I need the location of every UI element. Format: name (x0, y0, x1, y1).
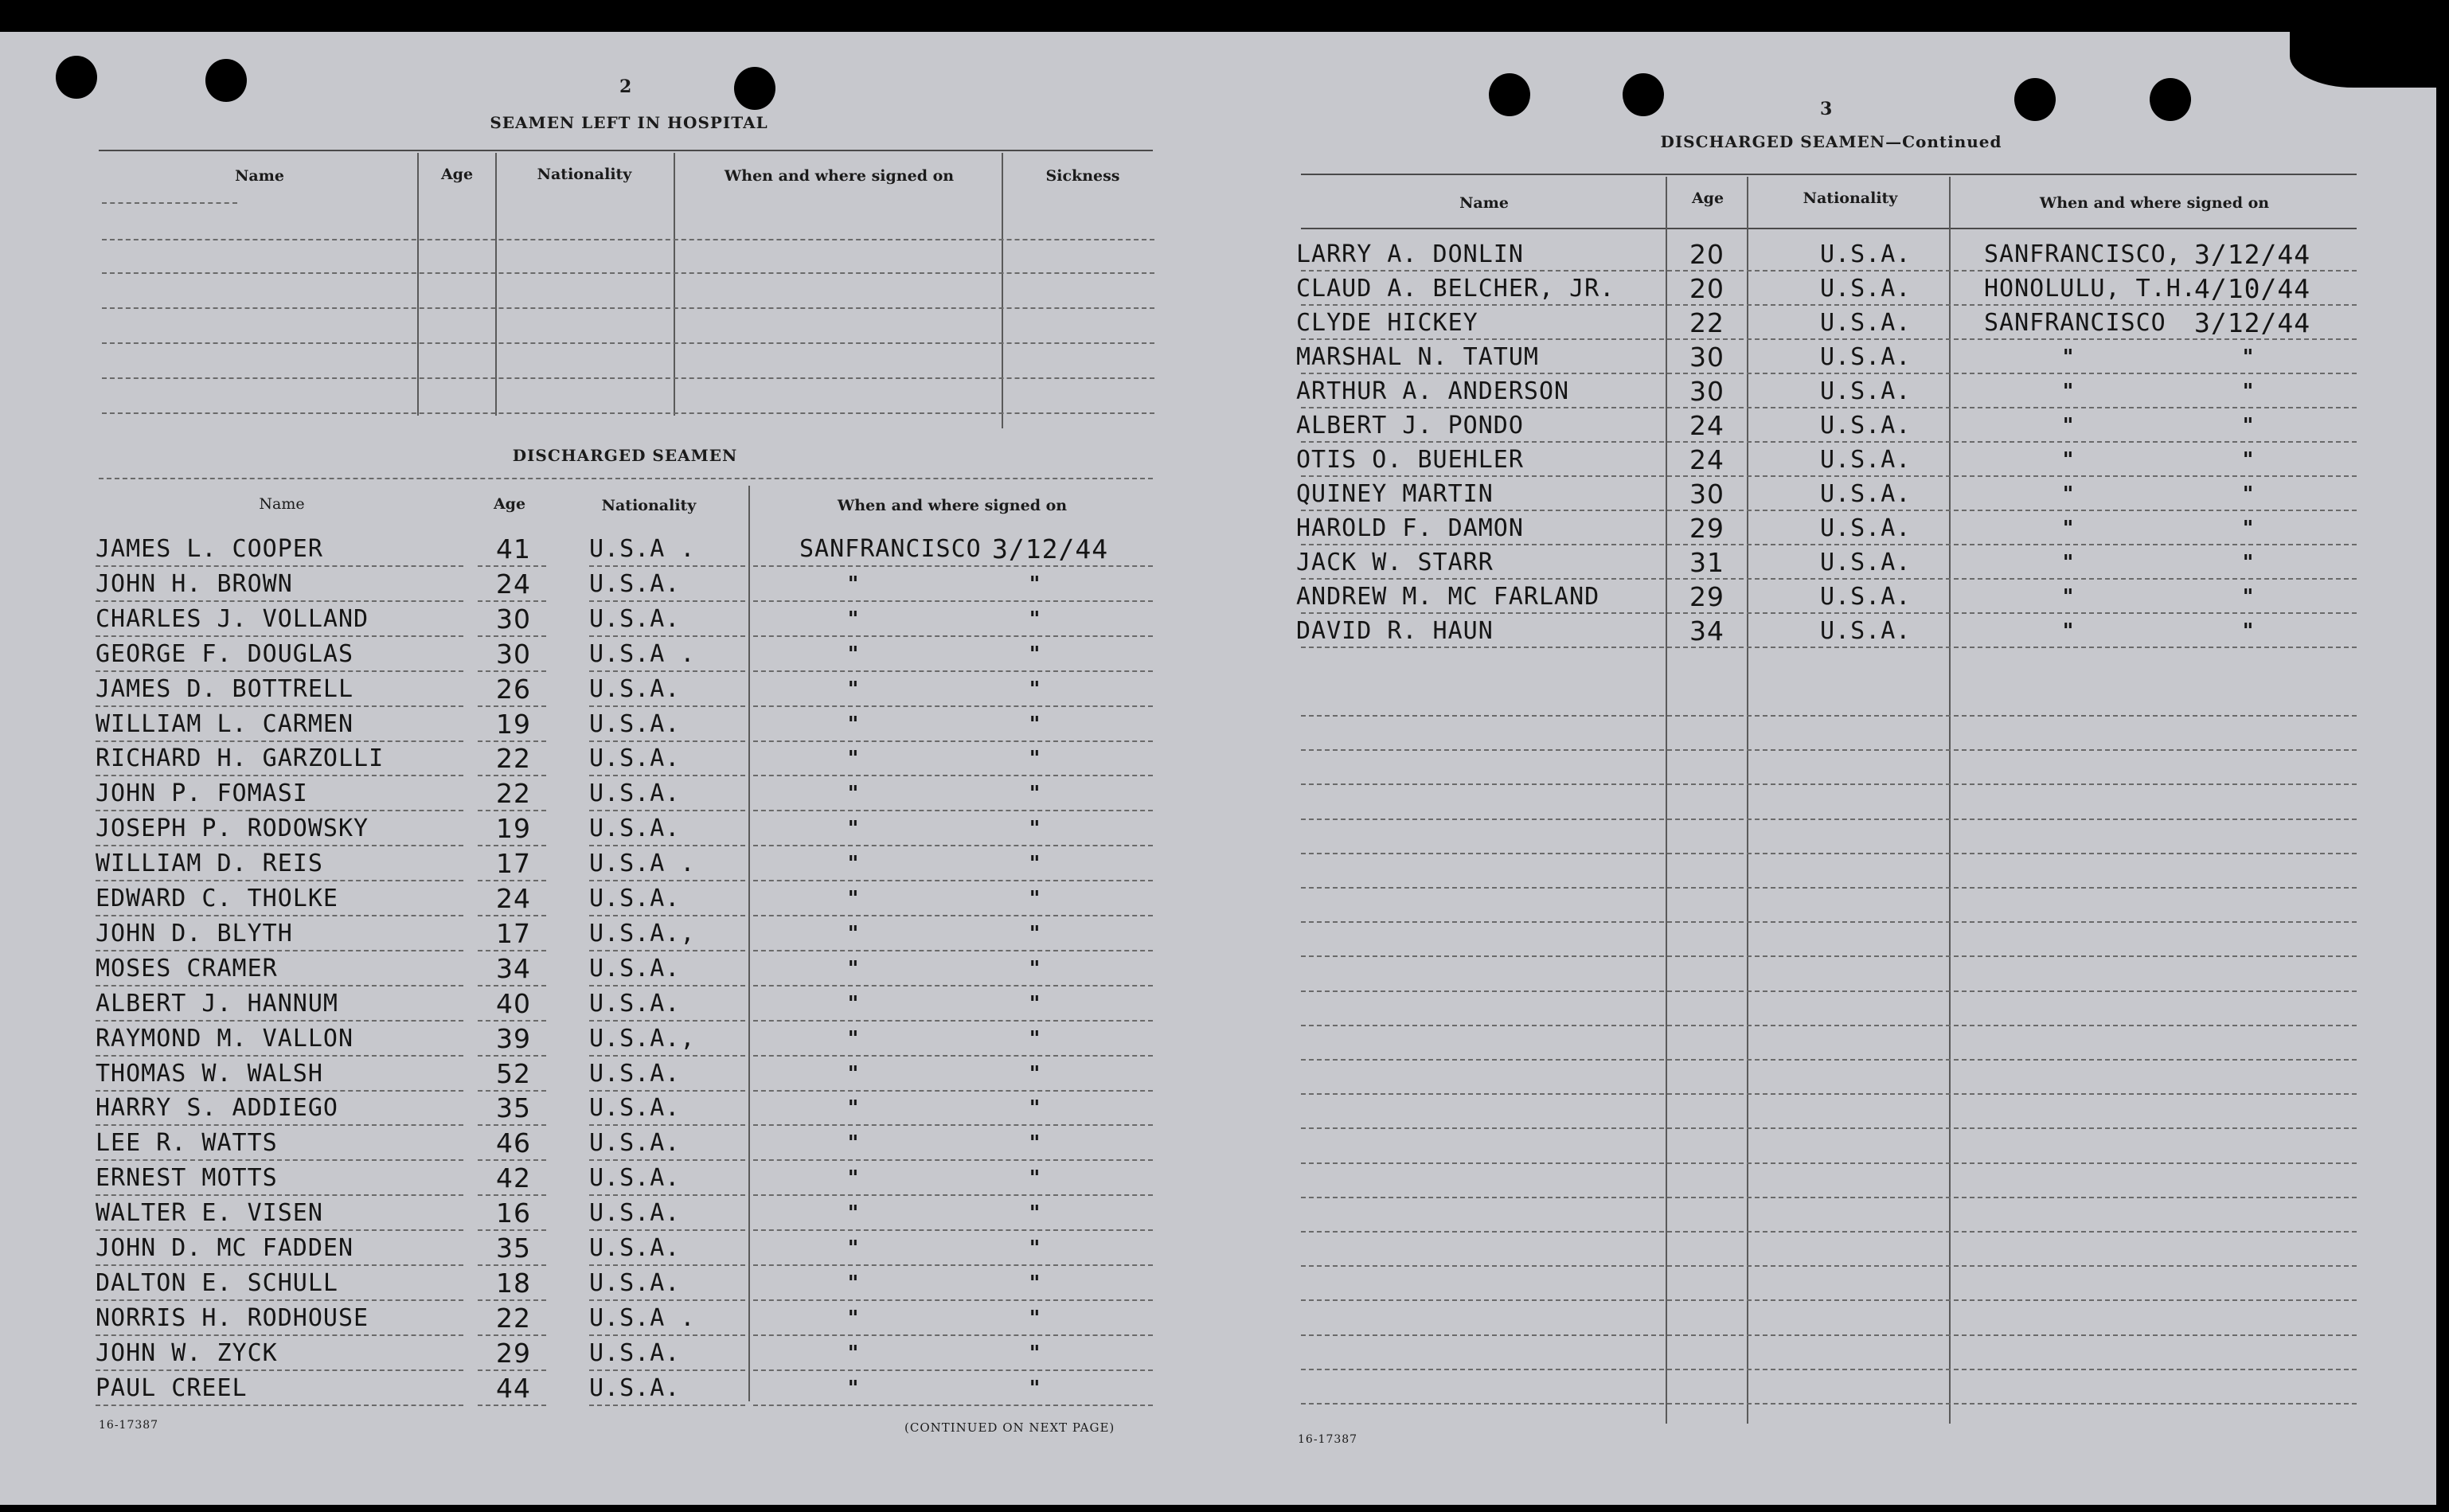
seaman-age: 46 (496, 1127, 531, 1159)
form-number: 16-17387 (1298, 1433, 1358, 1446)
column-header: Age (493, 495, 526, 513)
table-rule (478, 1405, 546, 1406)
seaman-age: 17 (496, 848, 531, 880)
table-rule (1301, 955, 2357, 957)
table-rule (1301, 783, 2357, 785)
column-header: Name (1459, 194, 1509, 212)
column-header: Age (440, 166, 474, 183)
table-rule (1301, 819, 2357, 820)
seaman-nationality: U.S.A. (1820, 446, 1912, 474)
ditto-mark: " (1029, 887, 1041, 911)
table-rule (99, 150, 1153, 151)
seaman-name: ERNEST MOTTS (96, 1164, 278, 1193)
ditto-mark: " (847, 747, 860, 772)
table-rule (1301, 647, 2357, 648)
table-row (0, 1196, 1162, 1231)
table-row (0, 1091, 1162, 1126)
seaman-name: LARRY A. DONLIN (1296, 240, 1524, 268)
seaman-name: JOHN P. FOMASI (96, 779, 308, 808)
ditto-mark: " (2062, 448, 2075, 472)
ditto-mark: " (1029, 747, 1041, 772)
table-rule (1301, 1162, 2357, 1164)
ditto-mark: " (2242, 414, 2255, 438)
ditto-mark: " (1029, 921, 1041, 946)
table-row (0, 1231, 1162, 1266)
seaman-nationality: U.S.A. (1820, 549, 1912, 576)
seaman-nationality: U.S.A. (1820, 583, 1912, 611)
ditto-mark: " (1029, 1341, 1041, 1365)
column-header: Sickness (1045, 167, 1120, 185)
seaman-name: ALBERT J. HANNUM (96, 989, 338, 1018)
seaman-nationality: U.S.A. (1820, 377, 1912, 405)
table-rule (1301, 1369, 2357, 1370)
seaman-name: CHARLES J. VOLLAND (96, 604, 369, 633)
ditto-mark: " (847, 1341, 860, 1365)
ditto-mark: " (847, 817, 860, 842)
table-row (0, 408, 2388, 443)
seaman-nationality: U.S.A. (589, 1373, 681, 1402)
ditto-mark: " (1029, 712, 1041, 736)
table-row (0, 1022, 1162, 1057)
page-number: 2 (619, 76, 632, 97)
table-row (0, 741, 1162, 776)
table-row (0, 443, 2388, 478)
table-row (0, 707, 1162, 742)
ditto-mark: " (847, 677, 860, 701)
ditto-mark: " (1029, 677, 1041, 701)
seaman-name: ARTHUR A. ANDERSON (1296, 377, 1570, 405)
punch-hole (2014, 78, 2056, 121)
table-row (0, 1161, 1162, 1196)
seaman-nationality: U.S.A . (589, 1303, 696, 1332)
seaman-age: 19 (496, 813, 531, 845)
table-row (0, 776, 1162, 811)
ditto-mark: " (2242, 551, 2255, 575)
ditto-mark: " (1029, 1376, 1041, 1401)
table-rule (1301, 1197, 2357, 1198)
signed-on-place: SANFRANCISCO, (1984, 240, 2181, 268)
seaman-age: 31 (1689, 547, 1724, 578)
table-row (0, 811, 1162, 846)
ditto-mark: " (2062, 414, 2075, 438)
table-row (0, 1301, 1162, 1336)
table-rule (1301, 1265, 2357, 1267)
seaman-name: WILLIAM D. REIS (96, 850, 323, 878)
seaman-nationality: U.S.A. (1820, 617, 1912, 645)
table-rule (1301, 174, 2357, 175)
ditto-mark: " (847, 642, 860, 666)
ditto-mark: " (2242, 483, 2255, 506)
seaman-age: 29 (496, 1337, 531, 1369)
column-header: Name (235, 167, 284, 185)
form-number: 16-17387 (99, 1419, 159, 1432)
ditto-mark: " (847, 782, 860, 807)
seaman-nationality: U.S.A. (589, 989, 681, 1018)
punch-hole (56, 56, 97, 99)
ditto-mark: " (847, 1237, 860, 1260)
ditto-mark: " (2062, 517, 2075, 541)
punch-hole (205, 59, 247, 102)
ditto-mark: " (2062, 585, 2075, 609)
ditto-mark: " (2242, 517, 2255, 541)
seaman-age: 22 (496, 743, 531, 775)
seaman-nationality: U.S.A. (1820, 412, 1912, 440)
seaman-age: 24 (1689, 444, 1724, 475)
ditto-mark: " (2242, 585, 2255, 609)
ditto-mark: " (1029, 572, 1041, 596)
table-row (0, 374, 2388, 409)
seaman-age: 16 (496, 1197, 531, 1229)
seaman-name: GEORGE F. DOUGLAS (96, 639, 354, 668)
seaman-age: 40 (496, 987, 531, 1019)
table-row (0, 1057, 1162, 1092)
seaman-age: 24 (496, 883, 531, 914)
seaman-name: PAUL CREEL (96, 1373, 248, 1402)
seaman-nationality: U.S.A. (589, 885, 681, 912)
punch-hole (1489, 73, 1530, 116)
ditto-mark: " (1029, 1237, 1041, 1260)
table-row (0, 987, 1162, 1022)
ditto-mark: " (1029, 642, 1041, 666)
ditto-mark: " (1029, 852, 1041, 877)
seaman-nationality: U.S.A. (589, 1338, 681, 1367)
seaman-nationality: U.S.A. (1820, 275, 1912, 303)
seaman-nationality: U.S.A. (589, 1268, 681, 1297)
table-rule (1301, 1299, 2357, 1301)
ditto-mark: " (2242, 619, 2255, 643)
seaman-age: 30 (1689, 376, 1724, 407)
ditto-mark: " (847, 712, 860, 736)
ditto-mark: " (2062, 346, 2075, 369)
table-rule (1301, 1059, 2357, 1061)
seaman-age: 34 (496, 952, 531, 984)
table-row (0, 545, 2388, 580)
ditto-mark: " (847, 1201, 860, 1226)
seaman-age: 39 (496, 1022, 531, 1054)
ditto-mark: " (1029, 817, 1041, 842)
punch-hole (734, 67, 775, 110)
ditto-mark: " (2062, 551, 2075, 575)
ditto-mark: " (847, 572, 860, 596)
seaman-nationality: U.S.A. (589, 674, 681, 703)
seaman-nationality: U.S.A . (589, 535, 696, 563)
seaman-name: NORRIS H. RODHOUSE (96, 1303, 369, 1332)
seaman-nationality: U.S.A. (1820, 343, 1912, 371)
seaman-age: 42 (496, 1162, 531, 1194)
ditto-mark: " (847, 991, 860, 1016)
seaman-name: CLYDE HICKEY (1296, 309, 1478, 337)
table-row (0, 477, 2388, 512)
seaman-age: 35 (496, 1092, 531, 1124)
seaman-name: MARSHAL N. TATUM (1296, 343, 1539, 371)
seaman-name: EDWARD C. THOLKE (96, 885, 338, 912)
table-rule (1301, 853, 2357, 854)
ditto-mark: " (1029, 1026, 1041, 1051)
page-number: 3 (1820, 99, 1833, 119)
table-rule (1301, 1025, 2357, 1026)
ditto-mark: " (1029, 1201, 1041, 1226)
column-header: Nationality (601, 497, 697, 514)
column-header: When and where signed on (724, 167, 955, 185)
table-row (0, 1266, 1162, 1301)
seaman-nationality: U.S.A. (589, 1059, 681, 1088)
seaman-nationality: U.S.A. (589, 1199, 681, 1228)
ditto-mark: " (1029, 607, 1041, 631)
seaman-name: JACK W. STARR (1296, 549, 1494, 576)
seaman-name: LEE R. WATTS (96, 1129, 278, 1158)
table-rule (1301, 749, 2357, 751)
seaman-name: JOHN D. BLYTH (96, 919, 293, 947)
signed-on-date: 3/12/44 (2194, 307, 2311, 338)
seaman-name: OTIS O. BUEHLER (1296, 446, 1524, 474)
seaman-name: JOHN D. MC FADDEN (96, 1234, 354, 1262)
seaman-name: WALTER E. VISEN (96, 1199, 323, 1228)
column-header: When and where signed on (837, 497, 1068, 514)
seaman-age: 22 (496, 778, 531, 810)
seaman-nationality: U.S.A. (589, 1164, 681, 1193)
seaman-name: HARRY S. ADDIEGO (96, 1094, 338, 1123)
seaman-name: RAYMOND M. VALLON (96, 1024, 354, 1053)
table-row (0, 272, 2388, 307)
seaman-age: 22 (1689, 307, 1724, 338)
seaman-age: 30 (1689, 479, 1724, 510)
ditto-mark: " (2242, 448, 2255, 472)
table-rule (1301, 228, 2357, 229)
seaman-nationality: U.S.A. (1820, 240, 1912, 268)
seaman-nationality: U.S.A., (589, 919, 696, 947)
seaman-name: HAROLD F. DAMON (1296, 514, 1524, 542)
ditto-mark: " (847, 1026, 860, 1051)
ditto-mark: " (847, 1096, 860, 1121)
seaman-nationality: U.S.A. (1820, 309, 1912, 337)
seaman-name: THOMAS W. WALSH (96, 1059, 323, 1088)
ditto-mark: " (2062, 483, 2075, 506)
ditto-mark: " (2062, 380, 2075, 404)
punch-hole (2150, 78, 2191, 121)
seaman-name: JOHN W. ZYCK (96, 1338, 278, 1367)
table-row (0, 511, 2388, 546)
ditto-mark: " (847, 852, 860, 877)
seaman-name: DALTON E. SCHULL (96, 1268, 338, 1297)
seaman-age: 29 (1689, 581, 1724, 612)
ditto-mark: " (1029, 1131, 1041, 1156)
seaman-name: CLAUD A. BELCHER, JR. (1296, 275, 1615, 303)
seaman-age: 41 (496, 533, 531, 565)
seaman-nationality: U.S.A. (589, 744, 681, 773)
seaman-nationality: U.S.A. (1820, 480, 1912, 508)
seaman-age: 22 (496, 1302, 531, 1334)
ditto-mark: " (847, 1131, 860, 1156)
table-row (0, 672, 1162, 707)
seaman-age: 26 (496, 673, 531, 705)
table-rule (589, 1405, 745, 1406)
ditto-mark: " (847, 956, 860, 981)
table-row (0, 1371, 1162, 1406)
seaman-nationality: U.S.A. (589, 1094, 681, 1123)
seaman-age: 30 (496, 638, 531, 670)
ditto-mark: " (1029, 1061, 1041, 1086)
column-header: When and where signed on (2039, 194, 2270, 212)
discharged-section-title: DISCHARGED SEAMEN (512, 446, 738, 465)
ditto-mark: " (1029, 991, 1041, 1016)
ditto-mark: " (847, 1271, 860, 1295)
table-rule (1301, 1403, 2357, 1405)
ditto-mark: " (1029, 1271, 1041, 1295)
table-row (0, 881, 1162, 916)
torn-corner (2290, 32, 2449, 88)
seaman-age: 24 (496, 568, 531, 600)
discharged-continued-title: DISCHARGED SEAMEN—Continued (1660, 132, 2002, 151)
table-rule (1301, 1334, 2357, 1336)
table-row (0, 306, 2388, 341)
seaman-nationality: U.S.A., (589, 1024, 696, 1053)
column-header: Nationality (537, 166, 632, 183)
ditto-mark: " (847, 1376, 860, 1401)
seaman-name: WILLIAM L. CARMEN (96, 709, 354, 738)
table-rule (1301, 1127, 2357, 1129)
ditto-mark: " (847, 887, 860, 911)
table-row (0, 916, 1162, 951)
signed-on-date: 3/12/44 (992, 533, 1109, 565)
ditto-mark: " (2242, 380, 2255, 404)
table-rule (1301, 990, 2357, 992)
table-rule (1301, 1093, 2357, 1095)
seaman-name: DAVID R. HAUN (1296, 617, 1494, 645)
signed-on-date: 4/10/44 (2194, 273, 2311, 304)
table-row (0, 614, 2388, 649)
seaman-nationality: U.S.A. (1820, 514, 1912, 542)
ditto-mark: " (1029, 956, 1041, 981)
table-rule (1301, 921, 2357, 923)
table-rule (1301, 887, 2357, 889)
column-header: Age (1691, 189, 1724, 207)
ditto-mark: " (1029, 1306, 1041, 1330)
seaman-name: ALBERT J. PONDO (1296, 412, 1524, 440)
signed-on-place: SANFRANCISCO (1984, 309, 2166, 337)
ditto-mark: " (847, 1061, 860, 1086)
seaman-age: 52 (496, 1057, 531, 1089)
ditto-mark: " (847, 1166, 860, 1191)
seaman-name: JAMES D. BOTTRELL (96, 674, 354, 703)
table-rule (1301, 1231, 2357, 1233)
seaman-nationality: U.S.A. (589, 1129, 681, 1158)
seaman-name: RICHARD H. GARZOLLI (96, 744, 385, 773)
ditto-mark: " (2242, 346, 2255, 369)
ditto-mark: " (1029, 1096, 1041, 1121)
seaman-name: MOSES CRAMER (96, 954, 278, 983)
seaman-name: JAMES L. COOPER (96, 535, 323, 563)
table-row (0, 580, 2388, 615)
table-rule (102, 202, 237, 204)
seaman-nationality: U.S.A . (589, 850, 696, 878)
column-header: Name (259, 495, 305, 513)
table-row (0, 846, 1162, 881)
seaman-age: 35 (496, 1233, 531, 1264)
seaman-nationality: U.S.A . (589, 639, 696, 668)
seaman-age: 44 (496, 1372, 531, 1404)
seaman-nationality: U.S.A. (589, 779, 681, 808)
ditto-mark: " (847, 1306, 860, 1330)
seaman-age: 30 (496, 603, 531, 635)
seaman-name: ANDREW M. MC FARLAND (1296, 583, 1600, 611)
seaman-nationality: U.S.A. (589, 954, 681, 983)
table-rule (753, 1405, 1153, 1406)
table-row (0, 951, 1162, 987)
table-rule (96, 1405, 463, 1406)
seaman-age: 29 (1689, 513, 1724, 544)
table-row (0, 237, 2388, 272)
seaman-name: JOSEPH P. RODOWSKY (96, 815, 369, 843)
signed-on-date: 3/12/44 (2194, 239, 2311, 270)
hospital-section-title: SEAMEN LEFT IN HOSPITAL (490, 113, 768, 132)
seaman-nationality: U.S.A. (589, 569, 681, 598)
seaman-age: 19 (496, 708, 531, 740)
table-row (0, 1336, 1162, 1371)
ditto-mark: " (2062, 619, 2075, 643)
seaman-age: 34 (1689, 615, 1724, 647)
column-header: Nationality (1803, 189, 1898, 207)
table-rule (1301, 715, 2357, 717)
punch-hole (1623, 73, 1664, 116)
seaman-nationality: U.S.A. (589, 709, 681, 738)
seaman-nationality: U.S.A. (589, 1234, 681, 1262)
seaman-nationality: U.S.A. (589, 815, 681, 843)
signed-on-place: HONOLULU, T.H. (1984, 275, 2197, 303)
table-row (0, 340, 2388, 375)
table-row (0, 1126, 1162, 1161)
ditto-mark: " (1029, 782, 1041, 807)
continued-note: (CONTINUED ON NEXT PAGE) (904, 1420, 1115, 1435)
seaman-name: JOHN H. BROWN (96, 569, 293, 598)
seaman-age: 18 (496, 1267, 531, 1299)
ditto-mark: " (847, 921, 860, 946)
seaman-age: 20 (1689, 239, 1724, 270)
seaman-age: 20 (1689, 273, 1724, 304)
seaman-age: 17 (496, 917, 531, 949)
seaman-age: 30 (1689, 342, 1724, 373)
seaman-nationality: U.S.A. (589, 604, 681, 633)
signed-on-place: SANFRANCISCO (799, 535, 982, 563)
ditto-mark: " (1029, 1166, 1041, 1191)
seaman-age: 24 (1689, 410, 1724, 441)
seaman-name: QUINEY MARTIN (1296, 480, 1494, 508)
ditto-mark: " (847, 607, 860, 631)
